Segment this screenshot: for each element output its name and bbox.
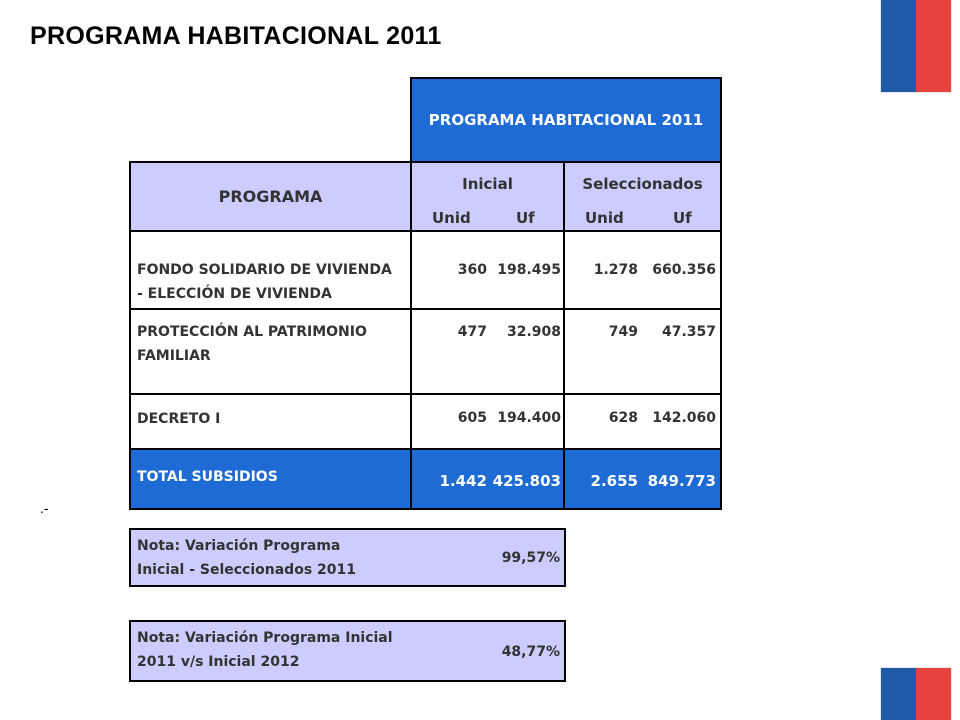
total-row bbox=[563, 448, 722, 510]
inicial-uf-value: 198.495 bbox=[497, 262, 561, 278]
inicial-unid-header: Unid bbox=[432, 209, 471, 227]
inicial-uf-value: 32.908 bbox=[506, 324, 561, 340]
sel-uf-value: 660.356 bbox=[652, 262, 716, 278]
inicial-unid-value: 477 bbox=[457, 324, 487, 340]
chile-flag-stripe-top bbox=[881, 0, 951, 92]
total-label: TOTAL SUBSIDIOS bbox=[137, 469, 278, 485]
total-inicial-uf: 425.803 bbox=[492, 472, 561, 490]
inicial-unid-value: 360 bbox=[457, 262, 487, 278]
note-box bbox=[129, 528, 566, 587]
table-row bbox=[410, 308, 565, 395]
sel-unid-value: 749 bbox=[608, 324, 638, 340]
table-row bbox=[410, 393, 565, 450]
inicial-label: Inicial bbox=[462, 175, 513, 193]
program-name: PROTECCIÓN AL PATRIMONIO FAMILIAR bbox=[137, 324, 367, 364]
seleccionados-header bbox=[563, 161, 722, 232]
note-value: 48,77% bbox=[501, 644, 560, 660]
inicial-uf-header: Uf bbox=[516, 209, 535, 227]
sel-uf-header: Uf bbox=[673, 209, 692, 227]
inicial-header bbox=[410, 161, 565, 232]
program-name: DECRETO I bbox=[137, 411, 221, 427]
note-text: Nota: Variación Programa Inicial - Seleccionados 2011 bbox=[137, 538, 356, 578]
sel-unid-value: 1.278 bbox=[593, 262, 638, 278]
chile-flag-stripe-bottom bbox=[881, 668, 951, 720]
table-row bbox=[129, 230, 412, 310]
total-sel-unid: 2.655 bbox=[590, 472, 638, 490]
programa-header bbox=[129, 161, 412, 232]
sel-uf-value: 142.060 bbox=[652, 410, 716, 426]
note-box bbox=[129, 620, 566, 682]
inicial-unid-value: 605 bbox=[457, 410, 487, 426]
programa-header-label: PROGRAMA bbox=[218, 187, 323, 206]
total-inicial-unid: 1.442 bbox=[439, 472, 487, 490]
table-row bbox=[563, 308, 722, 395]
table-row bbox=[563, 230, 722, 310]
note-value: 99,57% bbox=[501, 550, 560, 566]
table-row bbox=[129, 393, 412, 450]
seleccionados-label: Seleccionados bbox=[582, 175, 703, 193]
sel-unid-header: Unid bbox=[585, 209, 624, 227]
sel-unid-value: 628 bbox=[608, 410, 638, 426]
footnote-mark: .- bbox=[40, 500, 49, 516]
table-top-header-label: PROGRAMA HABITACIONAL 2011 bbox=[428, 111, 704, 129]
table-row bbox=[563, 393, 722, 450]
table-row bbox=[410, 230, 565, 310]
page-title: PROGRAMA HABITACIONAL 2011 bbox=[30, 22, 442, 50]
total-sel-uf: 849.773 bbox=[647, 472, 716, 490]
program-name: FONDO SOLIDARIO DE VIVIENDA - ELECCIÓN DE VIVIENDA bbox=[137, 262, 392, 302]
table-row bbox=[129, 308, 412, 395]
note-text: Nota: Variación Programa Inicial 2011 v/s Inicial 2012 bbox=[137, 630, 393, 670]
total-row bbox=[410, 448, 565, 510]
inicial-uf-value: 194.400 bbox=[497, 410, 561, 426]
sel-uf-value: 47.357 bbox=[661, 324, 716, 340]
table-top-header bbox=[410, 77, 722, 163]
total-row bbox=[129, 448, 412, 510]
